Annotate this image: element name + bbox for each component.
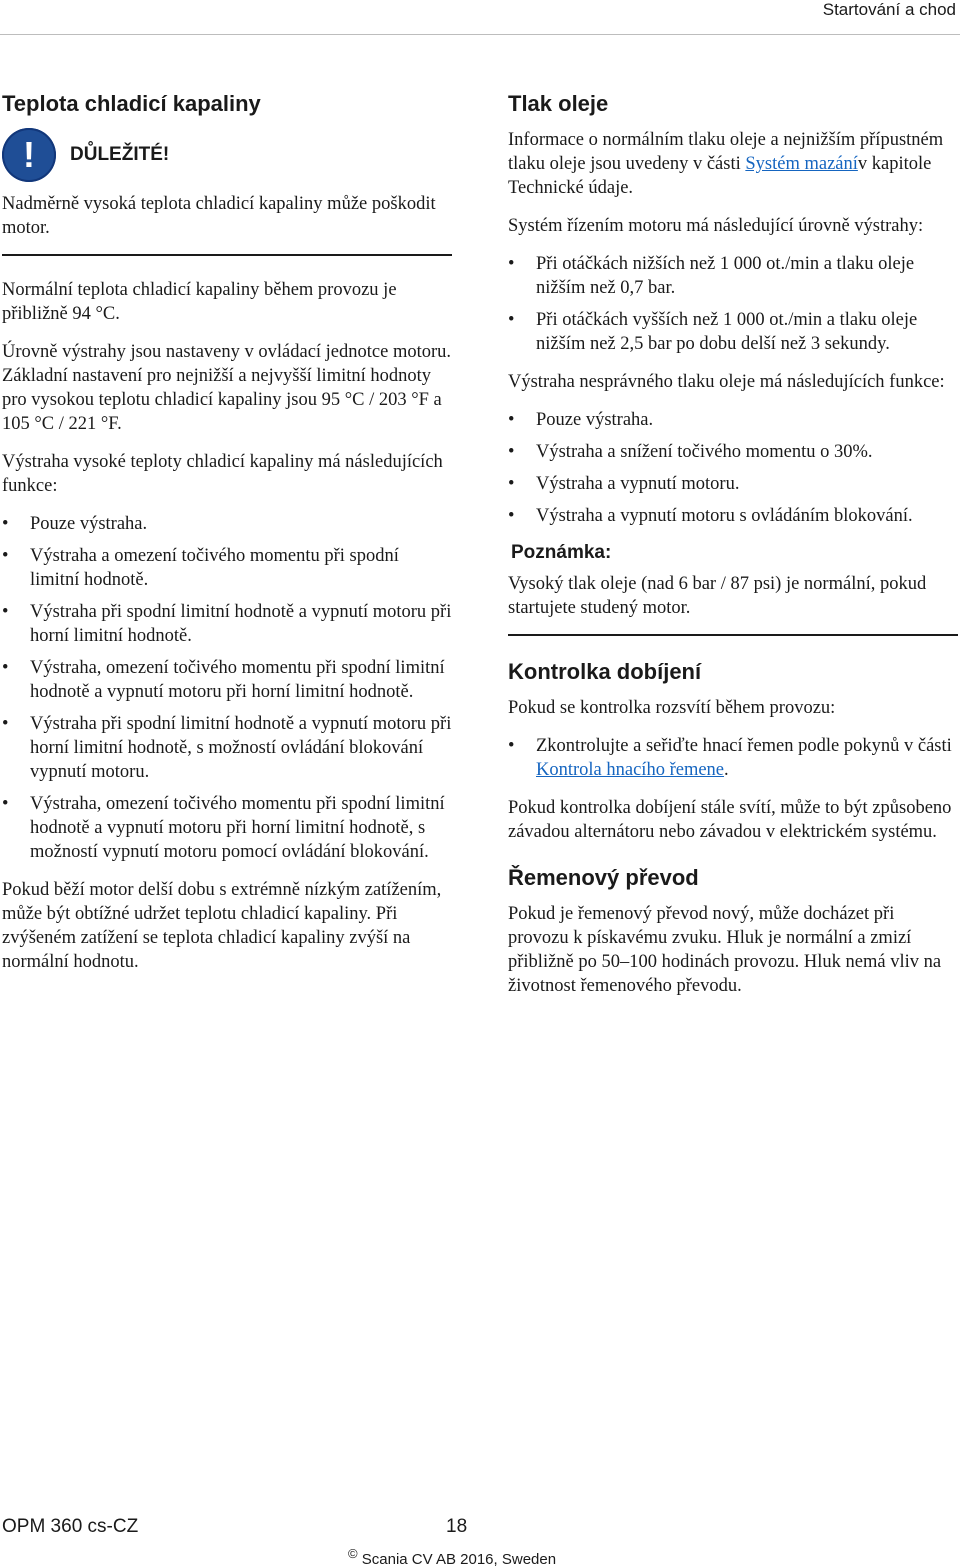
notice-title: DŮLEŽITÉ! — [70, 144, 170, 165]
note-title: Poznámka: — [511, 542, 612, 563]
oil-info-text-end: v kapitole Technické údaje. — [508, 154, 932, 198]
oil-level-list — [508, 252, 958, 356]
list-item: • Výstraha, omezení točivého momentu při spodní limitní hodnotě a vypnutí motoru při horní limitní hodnotě. — [2, 656, 452, 704]
oil-info-paragraph — [508, 128, 958, 200]
belt-text: Pokud je řemenový převod nový, může docházet při provozu k pískavému zvuku. Hluk je normální a zmizí přibližně po 50–100 hodinách provozu. Hluk nemá vliv na životnost řemenového převodu. — [508, 904, 942, 996]
header-divider — [0, 34, 960, 35]
right-column — [508, 90, 958, 1012]
page-number: 18 — [446, 1516, 468, 1537]
notice-divider — [2, 254, 452, 256]
charge-list — [508, 734, 958, 782]
exclamation-icon — [2, 128, 56, 182]
exclamation-mark: ! — [23, 134, 35, 175]
list-item — [508, 734, 958, 782]
charge-fault-text: Pokud kontrolka dobíjení stále svítí, může to být způsobeno závadou alternátoru nebo závadou v elektrickém systému. — [508, 798, 952, 842]
note-divider — [508, 634, 958, 636]
oil-functions-intro: Výstraha nesprávného tlaku oleje má následujících funkce: — [508, 372, 945, 392]
section-title-coolant: Teplota chladicí kapaliny — [2, 91, 261, 116]
list-item: • Při otáčkách vyšších než 1 000 ot./min a tlaku oleje nižším než 2,5 bar po dobu delší než 3 sekundy. — [508, 308, 958, 356]
list-item: • Výstraha a omezení točivého momentu při spodní limitní hodnotě. — [2, 544, 452, 592]
list-item: • Pouze výstraha. — [508, 408, 958, 432]
list-item: • Pouze výstraha. — [2, 512, 452, 536]
list-item: • Výstraha při spodní limitní hodnotě a vypnutí motoru při horní limitní hodnotě. — [2, 600, 452, 648]
section-title-belt-drive: Řemenový převod — [508, 865, 699, 890]
copyright-text: Scania CV AB 2016, Sweden — [361, 1551, 557, 1568]
copyright — [348, 1546, 556, 1568]
oil-function-list — [508, 408, 958, 528]
section-title-charging-lamp: Kontrolka dobíjení — [508, 659, 702, 684]
section-title-oil-pressure: Tlak oleje — [508, 91, 609, 116]
list-item: • Výstraha při spodní limitní hodnotě a vypnutí motoru při horní limitní hodnotě, s možností ovládání blokování vypnutí motoru. — [2, 712, 452, 784]
charge-bullet-text: Zkontrolujte a seřiďte hnací řemen podle pokynů v části — [536, 736, 952, 756]
list-item: • Při otáčkách nižších než 1 000 ot./min a tlaku oleje nižším než 0,7 bar. — [508, 252, 958, 300]
document-code: OPM 360 cs-CZ — [2, 1516, 139, 1537]
important-notice — [2, 128, 452, 182]
charge-intro: Pokud se kontrolka rozsvítí během provozu: — [508, 698, 836, 718]
coolant-warning-levels: Úrovně výstrahy jsou nastaveny v ovládací jednotce motoru. Základní nastavení pro nejnižší a nejvyšší limitní hodnoty pro vysokou teplotu chladicí kapaliny jsou 95 °C / 203 °F a 105 °C / 221 °F. — [2, 342, 452, 434]
notice-text: Nadměrně vysoká teplota chladicí kapaliny může poškodit motor. — [2, 194, 436, 238]
list-item: • Výstraha a vypnutí motoru. — [508, 472, 958, 496]
coolant-function-list — [2, 512, 452, 864]
list-item: • Výstraha, omezení točivého momentu při spodní limitní hodnotě a vypnutí motoru při horní limitní hodnotě, s možností vypnutí motoru pomocí ovládání blokování. — [2, 792, 452, 864]
coolant-functions-intro: Výstraha vysoké teploty chladicí kapaliny má následujících funkce: — [2, 452, 443, 496]
note-text: Vysoký tlak oleje (nad 6 bar / 87 psi) je normální, pokud startujete studený motor. — [508, 574, 927, 618]
link-drive-belt-check[interactable]: Kontrola hnacího řemene — [536, 760, 725, 780]
coolant-normal-temp: Normální teplota chladicí kapaliny během provozu je přibližně 94 °C. — [2, 280, 397, 324]
coolant-low-load-note: Pokud běží motor delší dobu s extrémně nízkým zatížením, může být obtížné udržet teplotu chladicí kapaliny. Při zvýšeném zatížení se teplota chladicí kapaliny zvýší na normální hodnotu. — [2, 880, 442, 972]
charge-bullet-end: . — [724, 760, 729, 780]
left-column — [2, 90, 452, 988]
copyright-symbol: © — [348, 1546, 358, 1561]
oil-levels-intro: Systém řízením motoru má následující úrovně výstrahy: — [508, 216, 924, 236]
link-lubrication-system[interactable]: Systém mazání — [745, 154, 858, 174]
running-title: Startování a chod — [822, 0, 956, 19]
list-item: • Výstraha a snížení točivého momentu o 30%. — [508, 440, 958, 464]
oil-info-text: Informace o normálním tlaku oleje a nejnižším přípustném tlaku oleje jsou uvedeny v části — [508, 130, 944, 174]
list-item: • Výstraha a vypnutí motoru s ovládáním blokování. — [508, 504, 958, 528]
